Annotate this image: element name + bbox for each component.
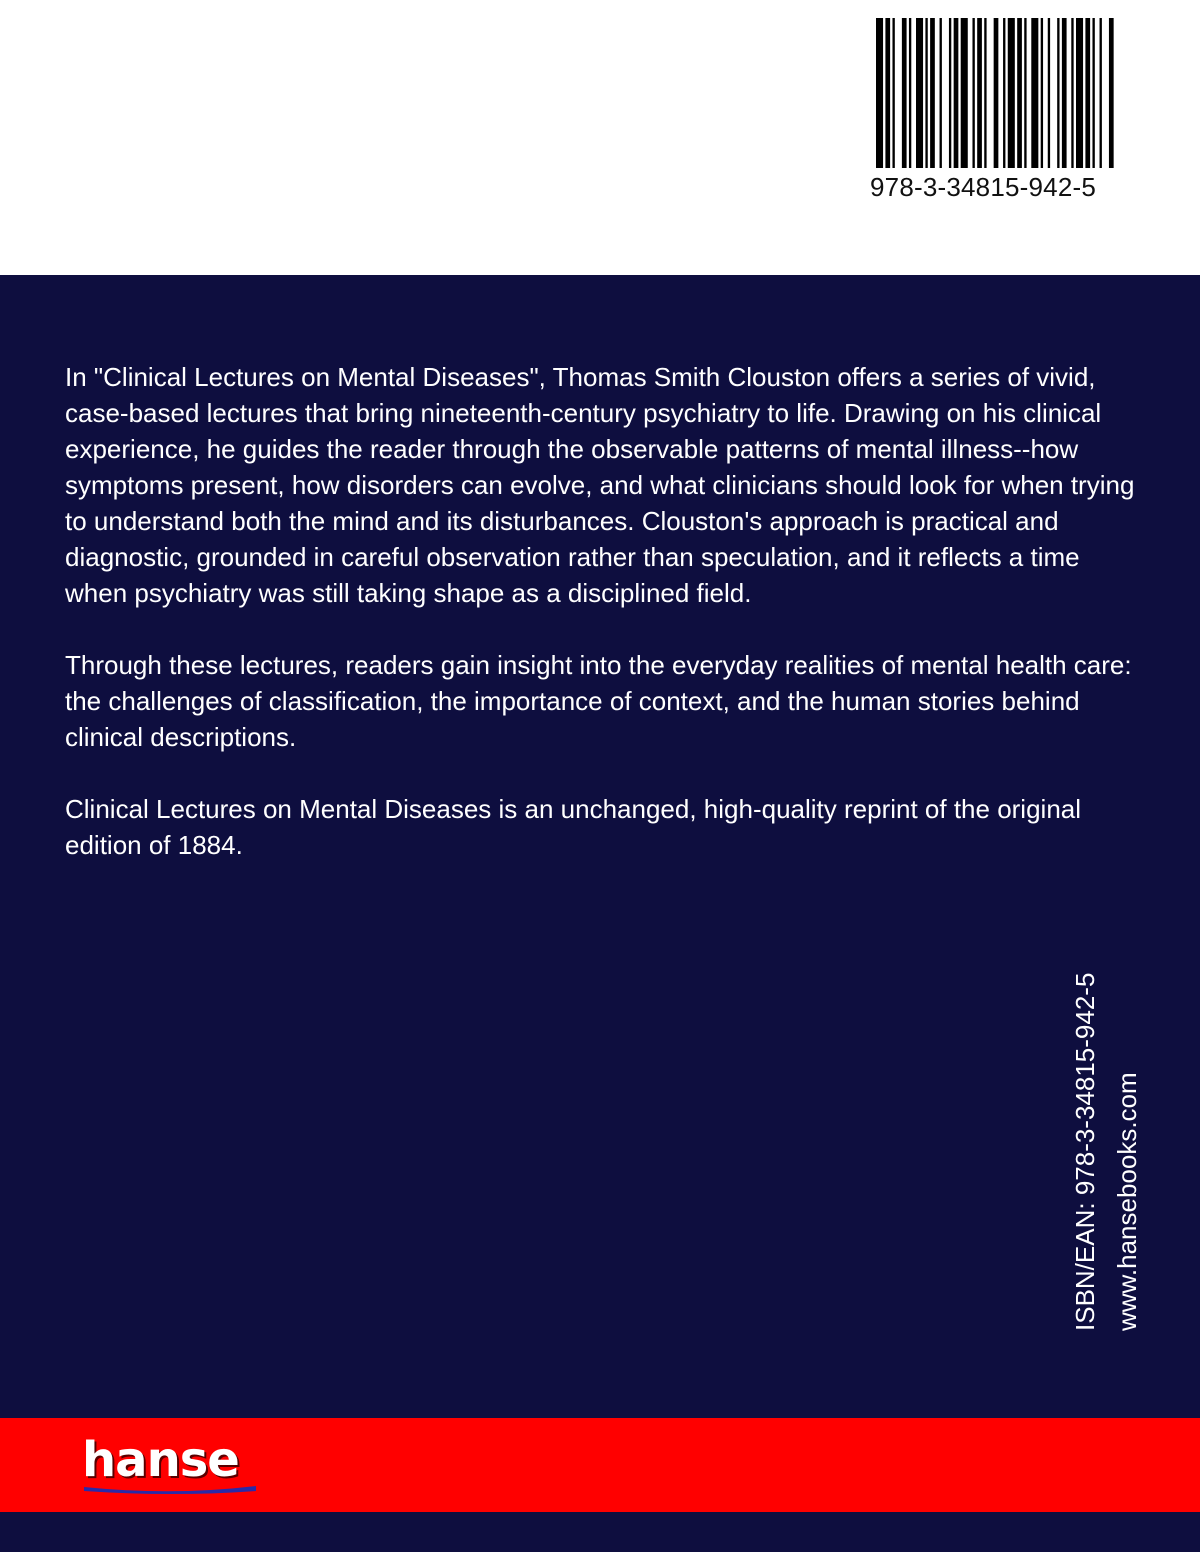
barcode-bar (909, 18, 911, 168)
description-paragraph-2: Through these lectures, readers gain insight into the everyday realities of mental health care: the challenges of classification, the importance of context, and the human stories behind clinical descriptions. (65, 650, 1132, 752)
barcode-block (870, 18, 1120, 203)
barcode-bar (1024, 18, 1026, 168)
logo-text: hanse (82, 1432, 239, 1488)
barcode-bar (1003, 18, 1005, 168)
barcode-bar (1008, 18, 1015, 168)
barcode-bar (1076, 18, 1083, 168)
publisher-bar (0, 1418, 1200, 1512)
barcode-bar (1041, 18, 1043, 168)
barcode-bar (925, 18, 927, 168)
barcode-bar (1031, 18, 1038, 168)
barcode-bar (1109, 18, 1114, 168)
description-paragraph-3: Clinical Lectures on Mental Diseases is an unchanged, high-quality reprint of the original edition of 1884. (65, 794, 1082, 860)
main-description-panel (0, 275, 1200, 1418)
hanse-logo (82, 1432, 262, 1498)
isbn-text: ISBN/EAN: 978-3-34815-942-5 (1070, 972, 1100, 1331)
barcode-bar (1017, 18, 1022, 168)
top-white-area (0, 0, 1200, 275)
barcode-bar (961, 18, 968, 168)
barcode-bar (1062, 18, 1067, 168)
barcode-bar (984, 18, 986, 168)
barcode-bar (892, 18, 894, 168)
logo-swoosh-icon (82, 1482, 258, 1496)
barcode-bar (902, 18, 907, 168)
barcode-bar (885, 18, 890, 168)
barcode-bar (916, 18, 923, 168)
barcode-bar (977, 18, 982, 168)
website-text: www.hansebooks.com (1112, 1072, 1142, 1331)
barcode-bar (940, 18, 942, 168)
barcode-bar (1100, 18, 1102, 168)
barcode-bar (994, 18, 999, 168)
barcode-bar (949, 18, 951, 168)
barcode-bar (954, 18, 959, 168)
barcode-bar (972, 18, 974, 168)
book-description (65, 359, 1145, 899)
barcode-bar (1085, 18, 1090, 168)
barcode-icon (876, 18, 1116, 168)
description-paragraph-1: In "Clinical Lectures on Mental Diseases", Thomas Smith Clouston offers a series of vivid, case-based lectures that bring nineteenth-century psychiatry to life. Drawing on his clinical experience, he guides the reader through the observable patterns of mental illness--how symptoms present, how disorders can evolve, and what clinicians should look for when trying to understand both the mind and its disturbances. Clouston's approach is practical and diagnostic, grounded in careful observation rather than speculation, and it reflects a time when psychiatry was still taking shape as a disciplined field. (65, 362, 1135, 608)
barcode-bar (1048, 18, 1050, 168)
barcode-number: 978-3-34815-942-5 (870, 172, 1097, 202)
barcode-bar (1092, 18, 1094, 168)
barcode-bar (1071, 18, 1073, 168)
vertical-info (1066, 953, 1146, 1333)
barcode-bar (1057, 18, 1059, 168)
bottom-navy-strip (0, 1512, 1200, 1552)
barcode-bar (876, 18, 883, 168)
barcode-bar (930, 18, 935, 168)
